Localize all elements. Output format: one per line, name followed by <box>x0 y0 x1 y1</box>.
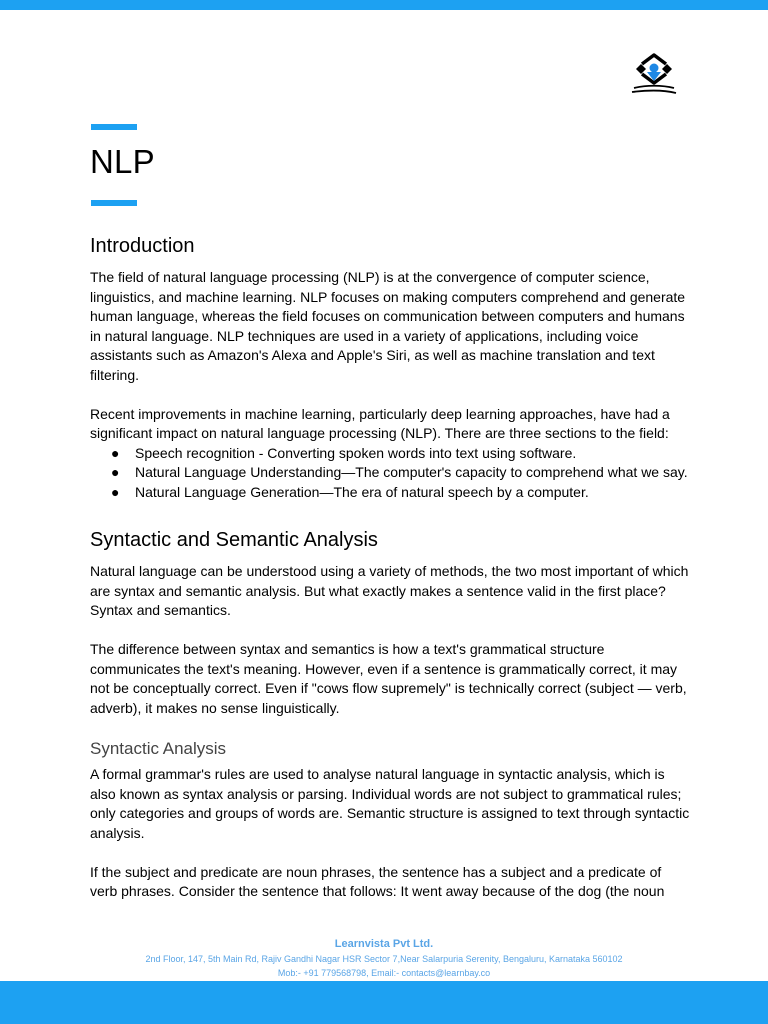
syntactic-semantic-paragraph-2: The difference between syntax and semantics is how a text's grammatical structure communicates the text's meaning. However, even if a sentence is grammatically correct, it may not be conceptually correct. Even if "cows flow supremely" is technically correct (subject — verb, adverb), it makes no sense linguistically. <box>90 641 687 716</box>
top-accent-bar <box>0 0 768 10</box>
bottom-accent-bar <box>0 981 768 1024</box>
footer-company-name: Learnvista Pvt Ltd. <box>334 938 434 950</box>
list-item <box>90 483 690 503</box>
title-accent-bottom <box>91 200 137 206</box>
learnvista-logo-icon <box>628 50 680 98</box>
list-item-text: Natural Language Understanding—The computer's capacity to comprehend what we say. <box>135 464 688 480</box>
bullet-icon: ● <box>111 483 120 500</box>
footer-address: 2nd Floor, 147, 5th Main Rd, Rajiv Gandhi Nagar HSR Sector 7,Near Salarpuria Serenity, Bengaluru, Karnataka 560102 <box>145 954 623 964</box>
bullet-icon: ● <box>111 464 120 480</box>
introduction-paragraph-1: The field of natural language processing (NLP) is at the convergence of computer science, linguistics, and machine learning. NLP focuses on making computers comprehend and generate human language, whereas the field focuses on communication between computers and humans in natural language. NLP techniques are used in a variety of applications, including voice assistants such as Amazon's Alexa and Apple's Siri, as well as machine translation and text filtering. <box>90 269 686 383</box>
document-title: NLP <box>90 143 155 180</box>
syntactic-semantic-heading: Syntactic and Semantic Analysis <box>90 529 378 551</box>
syntactic-analysis-heading: Syntactic Analysis <box>90 739 227 758</box>
title-accent-top <box>91 124 137 130</box>
document-body <box>90 233 690 902</box>
introduction-heading: Introduction <box>90 235 195 257</box>
bullet-icon: ● <box>111 444 120 461</box>
introduction-paragraph-2: Recent improvements in machine learning, particularly deep learning approaches, have had a significant impact on natural language processing (NLP). There are three sections to the field: <box>90 405 670 441</box>
list-item-text: Natural Language Generation—The era of natural speech by a computer. <box>135 483 589 500</box>
footer-contact: Mob:- +91 779568798, Email:- contacts@learnbay.co <box>277 968 491 978</box>
field-sections-list <box>90 444 690 503</box>
list-item <box>90 463 690 483</box>
syntactic-analysis-paragraph-2: If the subject and predicate are noun phrases, the sentence has a subject and a predicate of verb phrases. Consider the sentence that follows: It went away because of the dog (the noun <box>90 863 665 899</box>
syntactic-semantic-paragraph-1: Natural language can be understood using a variety of methods, the two most important of which are syntax and semantic analysis. But what exactly makes a sentence valid in the first place? Syntax and semantics. <box>90 563 689 618</box>
page-footer <box>0 936 768 980</box>
syntactic-analysis-paragraph-1: A formal grammar's rules are used to analyse natural language in syntactic analysis, which is also known as syntax analysis or parsing. Individual words are not subject to grammatical rules; only categories and groups of words are. Semantic structure is assigned to text through syntactic analysis. <box>90 766 690 841</box>
list-item-text: Speech recognition - Converting spoken words into text using software. <box>135 444 577 461</box>
list-item <box>90 444 690 464</box>
